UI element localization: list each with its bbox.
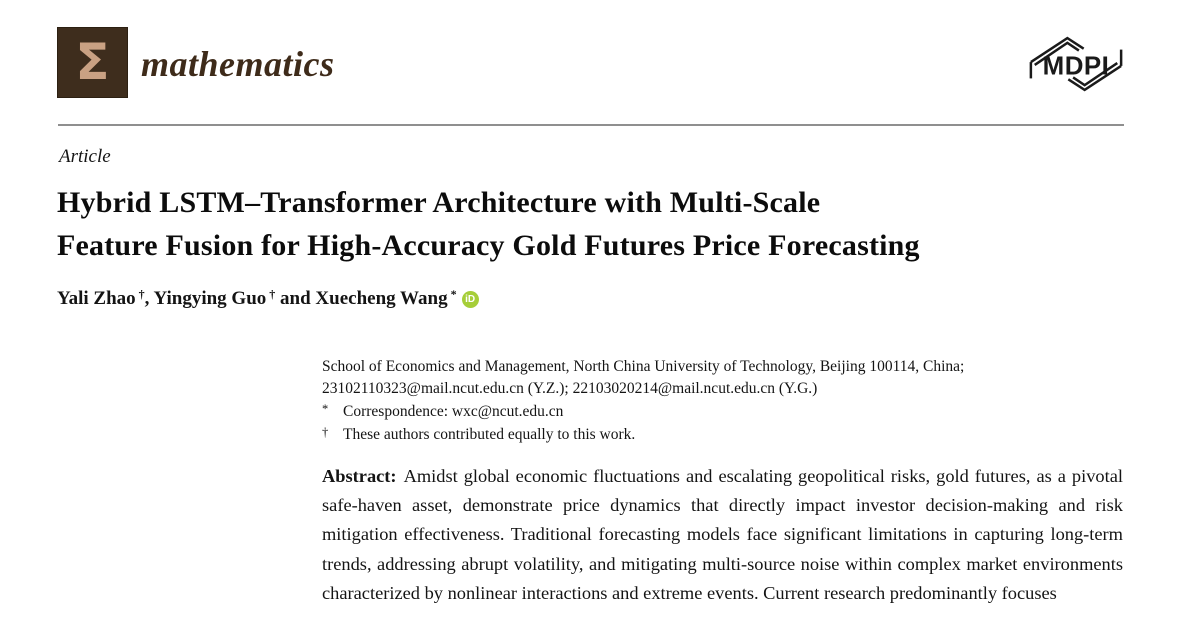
page-title xyxy=(57,181,1147,267)
affiliation-line: School of Economics and Management, North China University of Technology, Beijing 100114, China; xyxy=(322,358,965,375)
correspondence-marker: * xyxy=(322,401,329,416)
abstract-text: Amidst global economic fluctuations and escalating geopolitical risks, gold futures, as a pivotal safe-haven asset, demonstrate price dynamics that directly impact investor decision-making and risk mitigation effectiveness. Traditional forecasting models face significant limitations in capturing long-term trends, addressing abrupt volatility, and mitigating multi-source noise within complex market environments characterized by nonlinear interactions and extreme events. Current research predominantly focuses xyxy=(322,466,1123,603)
author-marker: † xyxy=(138,287,145,301)
author-marker: † xyxy=(269,287,276,301)
author-marker: * xyxy=(450,287,457,301)
header-divider xyxy=(58,124,1124,126)
affiliation-block xyxy=(322,356,1092,445)
author-name: Xuecheng Wang xyxy=(315,288,448,309)
author-byline xyxy=(57,288,479,310)
equal-contribution-marker: † xyxy=(322,424,329,439)
affiliation-line: 23102110323@mail.ncut.edu.cn (Y.Z.); 22103020214@mail.ncut.edu.cn (Y.G.) xyxy=(322,379,818,397)
mdpi-logo xyxy=(1028,35,1124,93)
journal-name: mathematics xyxy=(141,44,335,84)
abstract xyxy=(322,462,1123,608)
orcid-icon[interactable]: iD xyxy=(462,291,479,308)
title-line-2: Feature Fusion for High-Accuracy Gold Futures Price Forecasting xyxy=(57,229,920,262)
correspondence-text: Correspondence: wxc@ncut.edu.cn xyxy=(343,402,564,420)
author-name: Yingying Guo xyxy=(153,288,267,309)
equal-contribution-note xyxy=(322,424,1092,446)
author-separator: , xyxy=(144,288,154,309)
correspondence-note xyxy=(322,401,1092,423)
abstract-label: Abstract: xyxy=(322,466,397,486)
article-type-label: Article xyxy=(59,146,111,167)
author-name: Yali Zhao xyxy=(57,288,136,309)
equal-contribution-text: These authors contributed equally to this work. xyxy=(343,425,636,443)
sigma-icon: Σ xyxy=(75,32,110,91)
author-separator: and xyxy=(275,288,316,309)
title-line-1: Hybrid LSTM–Transformer Architecture with Multi-Scale xyxy=(57,186,821,219)
journal-logo xyxy=(57,27,128,98)
mdpi-label: MDPI xyxy=(1042,52,1110,81)
